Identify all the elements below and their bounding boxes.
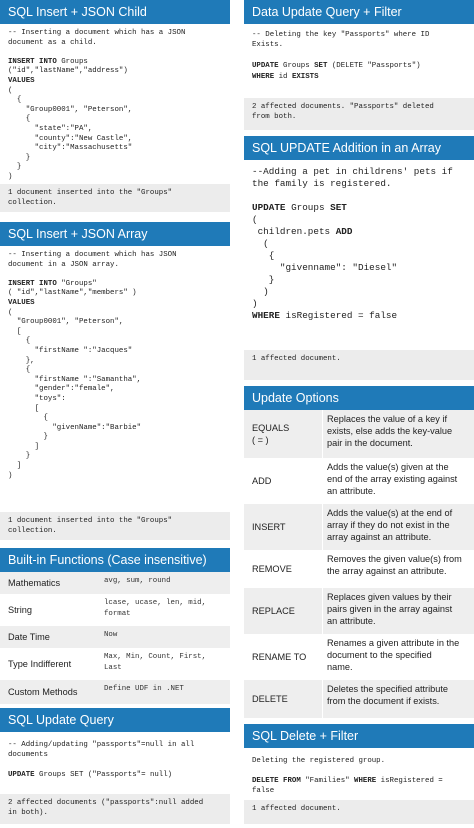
result-box: 1 document inserted into the "Groups" collection. (0, 512, 230, 540)
code-text: "Groups" (56, 279, 97, 288)
option-description: Adds the value(s) at the end of array if they do not exist in the array against an attribute. (327, 508, 453, 543)
code-text: isRegistered = (376, 777, 443, 785)
function-list: Max, Min, Count, First, Last (104, 653, 207, 672)
code-text: -- Deleting the key "Passports" where ID (252, 31, 430, 39)
section-title: Built-in Functions (Case insensitive) (0, 548, 230, 572)
code-text: Groups (56, 57, 88, 66)
option-description: Replaces the value of a key if exists, else adds the key-value pair in the document. (327, 414, 453, 449)
code-text: } (8, 452, 31, 461)
option-name: DELETE (252, 694, 288, 704)
table-row (0, 572, 230, 594)
code-keyword: UPDATE (252, 62, 279, 71)
code-text: Groups (278, 62, 315, 71)
function-category: Type Indifferent (8, 659, 72, 669)
table-row (0, 680, 230, 704)
card-update-query (0, 708, 230, 824)
code-text: "gender":"female", (8, 385, 115, 394)
options-table (244, 410, 474, 718)
code-text: children.pets (252, 226, 336, 237)
table-row (244, 550, 474, 588)
card-data-update-filter (244, 0, 474, 130)
code-text: ( (8, 308, 13, 317)
function-list: Define UDF in .NET (104, 685, 184, 693)
table-row (0, 648, 230, 680)
code-text: ] (8, 462, 22, 471)
code-text: "givenName":"Barbie" (8, 423, 142, 432)
option-description: Renames a given attribute in the document to the specified name. (327, 638, 460, 673)
code-text: ( (252, 238, 269, 249)
functions-table (0, 572, 230, 704)
option-description: Adds the value(s) given at the end of the array existing against an attribute. (327, 462, 458, 497)
option-name: INSERT (252, 522, 286, 532)
code-keyword: INSERT INTO (8, 57, 57, 66)
code-text: Exists. (252, 41, 284, 50)
table-row (244, 410, 474, 458)
code-text: id (274, 72, 292, 81)
code-keyword: DELETE FROM (252, 777, 301, 785)
function-list: Now (104, 631, 118, 639)
code-keyword: VALUES (8, 76, 35, 85)
code-keyword: EXISTS (291, 72, 319, 81)
code-keyword: SET (330, 202, 347, 213)
code-text: "city":"Massachusetts" (8, 144, 133, 153)
table-row (244, 680, 474, 718)
code-text: [ (8, 327, 22, 336)
option-name: REMOVE (252, 564, 292, 574)
section-title: Update Options (244, 386, 474, 410)
option-description: Deletes the specified attribute from the document if exists. (327, 684, 449, 707)
code-block (244, 24, 474, 82)
code-keyword: INSERT INTO (8, 279, 57, 288)
card-insert-array (0, 222, 230, 540)
code-text: (DELETE "Passports") (327, 62, 421, 71)
code-text: "county":"New Castle", (8, 134, 133, 143)
code-text: ( (252, 214, 258, 225)
code-text: ("id","lastName","address") (8, 67, 128, 76)
code-text: false (252, 787, 275, 795)
code-keyword: UPDATE (252, 202, 286, 213)
code-block (0, 24, 230, 183)
function-list: avg, sum, round (104, 577, 171, 585)
code-text: document as a child. (8, 38, 97, 47)
function-category: Custom Methods (8, 687, 78, 697)
code-text: "givenname": "Diesel" (252, 262, 398, 273)
section-title: Data Update Query + Filter (244, 0, 474, 24)
function-category: String (8, 605, 33, 615)
code-text: -- Inserting a document which has a JSON (8, 29, 186, 37)
code-text: documents (8, 751, 48, 759)
code-keyword: SET (314, 62, 328, 71)
code-keyword: ADD (335, 226, 353, 237)
code-text: ) (8, 471, 13, 480)
code-block (244, 748, 474, 796)
code-text: the family is registered. (252, 178, 392, 189)
card-delete-filter (244, 724, 474, 824)
code-text: Groups (285, 202, 331, 213)
option-description: Removes the given value(s) from the array against an attribute. (327, 554, 462, 577)
code-text: "state":"PA", (8, 124, 93, 133)
table-row (244, 588, 474, 634)
code-text: { (252, 250, 275, 261)
result-box: 2 affected documents. "Passports" deleted from both. (244, 98, 474, 130)
code-text: -- Inserting a document which has JSON (8, 251, 177, 259)
code-text: "firstName ":"Jacques" (8, 346, 133, 355)
code-text: { (8, 115, 31, 124)
result-box: 1 document inserted into the "Groups" collection. (0, 184, 230, 212)
option-description: Replaces given values by their pairs given in the array against an attribute. (327, 592, 453, 627)
code-text: Deleting the registered group. (252, 757, 386, 765)
code-keyword: UPDATE (8, 771, 35, 779)
result-box: 1 affected document. (244, 800, 474, 824)
code-text: ( (8, 86, 13, 95)
code-text: { (8, 96, 22, 105)
code-text: } (8, 433, 48, 442)
code-keyword: VALUES (8, 298, 35, 307)
code-text: ) (8, 172, 13, 181)
card-update-addition (244, 136, 474, 380)
function-category: Mathematics (8, 578, 61, 588)
code-text: } (252, 274, 275, 285)
table-row (244, 504, 474, 550)
code-text: --Adding a pet in childrens' pets if (252, 166, 453, 177)
code-text: isRegistered = false (279, 310, 398, 321)
code-text: Groups SET ("Passports"= null) (34, 771, 173, 779)
code-keyword: WHERE (252, 72, 275, 81)
code-block (0, 732, 230, 780)
code-text: -- Adding/updating "passports"=null in all (8, 741, 195, 749)
code-text: "Group0001", "Peterson", (8, 105, 133, 114)
table-row (244, 634, 474, 680)
code-text: "toys": (8, 394, 66, 403)
code-text: document in a JSON array. (8, 260, 119, 269)
section-title: SQL Insert + JSON Array (0, 222, 230, 246)
table-row (0, 626, 230, 648)
code-text: }, (8, 356, 35, 365)
code-text: [ (8, 404, 40, 413)
card-builtin-functions (0, 548, 230, 704)
section-title: SQL Insert + JSON Child (0, 0, 230, 24)
table-row (0, 594, 230, 626)
function-list: lcase, ucase, len, mid, format (104, 599, 207, 618)
card-update-options (244, 386, 474, 718)
code-text: { (8, 414, 48, 423)
option-name: REPLACE (252, 606, 295, 616)
section-title: SQL Update Query (0, 708, 230, 732)
code-text: } (8, 163, 22, 172)
code-keyword: WHERE (252, 310, 280, 321)
code-text: ( "id","lastName","members" ) (8, 289, 137, 298)
code-text: ) (252, 298, 258, 309)
code-block (244, 160, 474, 322)
table-row (244, 458, 474, 504)
result-box: 1 affected document. (244, 350, 474, 380)
card-insert-child (0, 0, 230, 212)
code-block (0, 246, 230, 481)
code-text: "firstName ":"Samantha", (8, 375, 142, 384)
section-title: SQL Delete + Filter (244, 724, 474, 748)
code-text: ) (252, 286, 269, 297)
option-name: EQUALS ( = ) (252, 423, 290, 445)
option-name: RENAME TO (252, 652, 307, 662)
code-text: "Families" (300, 777, 355, 785)
option-name: ADD (252, 476, 272, 486)
code-text: } (8, 153, 31, 162)
result-box: 2 affected documents ("passports":null added in both). (0, 794, 230, 824)
code-text: { (8, 366, 31, 375)
code-text: { (8, 337, 31, 346)
section-title: SQL UPDATE Addition in an Array (244, 136, 474, 160)
function-category: Date Time (8, 632, 50, 642)
code-text: ] (8, 442, 40, 451)
code-text: "Group0001", "Peterson", (8, 318, 124, 327)
code-keyword: WHERE (354, 777, 377, 785)
